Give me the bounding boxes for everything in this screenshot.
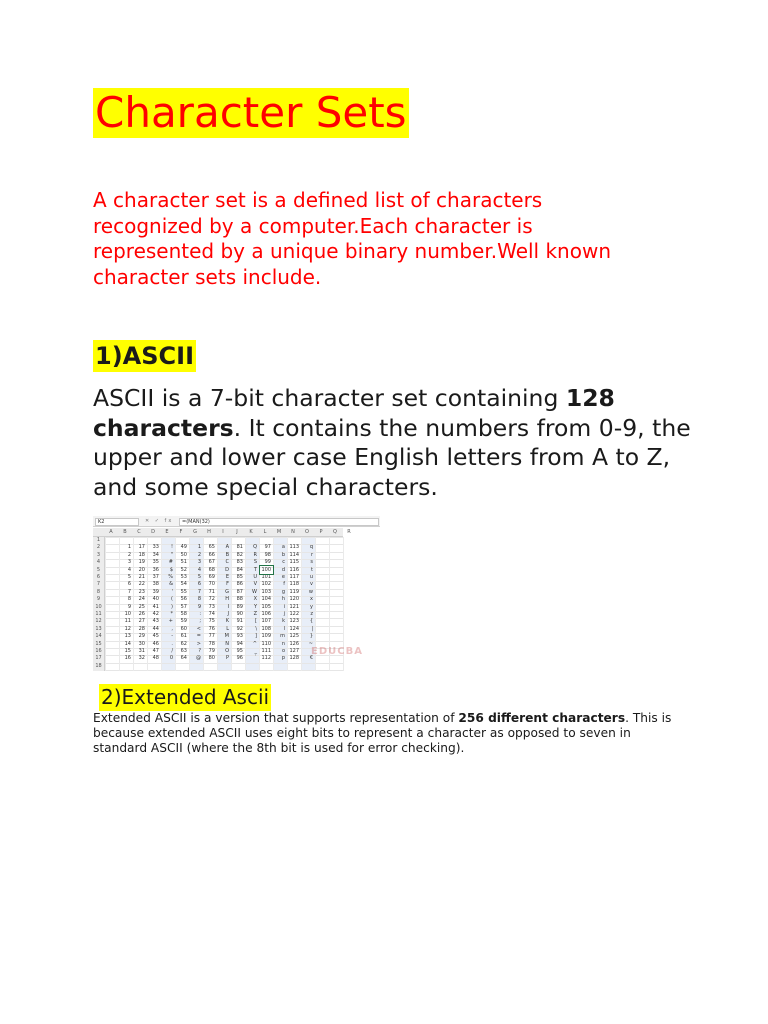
column-header-h: H — [207, 529, 211, 535]
table-cell: ? — [198, 648, 201, 654]
table-cell: 59 — [180, 618, 187, 625]
table-cell: 49 — [180, 544, 187, 551]
table-cell: 94 — [236, 640, 243, 647]
table-cell: P — [225, 655, 229, 662]
table-cell: 10 — [124, 611, 131, 617]
table-cell: I — [227, 603, 229, 610]
table-cell: 13 — [124, 633, 131, 640]
extended-text-after: . This is because extended ASCII uses eight bits to represent a character as opposed to seven in standard ASCII (where the 8th bit is used for error checking). — [93, 711, 672, 755]
table-cell: 50 — [180, 551, 187, 558]
table-cell: 8 — [127, 596, 131, 603]
table-cell: 128 — [289, 655, 299, 662]
table-cell: @ — [196, 655, 201, 662]
table-cell: u — [309, 574, 313, 580]
table-cell: 20 — [138, 566, 145, 573]
table-cell: 112 — [261, 655, 271, 662]
table-cell: ( — [171, 596, 173, 603]
table-cell: 81 — [236, 544, 243, 551]
table-cell: 67 — [208, 559, 215, 566]
table-cell: x — [310, 596, 313, 603]
table-cell: X — [253, 596, 257, 603]
table-cell: | — [311, 625, 313, 632]
table-cell: 43 — [152, 618, 159, 625]
extended-ascii-paragraph — [93, 711, 673, 756]
name-box: K2 — [95, 518, 139, 526]
table-cell: 125 — [289, 633, 299, 640]
table-cell: B — [225, 551, 229, 558]
table-cell: f — [283, 581, 285, 588]
table-cell: 57 — [180, 603, 187, 610]
table-cell: 90 — [236, 611, 243, 617]
table-cell: 31 — [138, 648, 145, 654]
grid-row-line — [105, 670, 343, 671]
table-cell: 78 — [208, 640, 215, 647]
table-cell: . — [171, 640, 173, 647]
column-header-f: F — [179, 529, 183, 535]
table-cell: v — [310, 581, 313, 588]
table-cell: S — [253, 559, 257, 566]
table-cell: 16 — [124, 655, 131, 662]
table-cell: Q — [253, 544, 257, 551]
table-cell: 4 — [127, 566, 131, 573]
table-cell: 80 — [208, 655, 215, 662]
table-cell: 22 — [138, 581, 145, 588]
table-cell: c — [282, 559, 285, 566]
table-cell: 24 — [138, 596, 145, 603]
table-cell: 82 — [236, 551, 243, 558]
table-cell: J — [227, 611, 229, 617]
table-cell: 62 — [180, 640, 187, 647]
row-number: 18 — [95, 662, 102, 669]
table-cell: 66 — [208, 551, 215, 558]
table-cell: # — [168, 559, 173, 566]
table-cell: U — [253, 574, 257, 580]
table-cell: { — [309, 618, 313, 625]
table-cell: 86 — [236, 581, 243, 588]
table-cell: * — [170, 611, 173, 617]
table-cell: 103 — [261, 588, 271, 595]
table-cell: L — [226, 625, 229, 632]
table-cell: ` — [254, 655, 257, 662]
table-cell: F — [226, 581, 229, 588]
table-cell: d — [281, 566, 285, 573]
table-cell: 77 — [208, 633, 215, 640]
column-header-b: B — [123, 529, 127, 535]
table-cell: 44 — [152, 625, 159, 632]
table-cell: 100 — [261, 566, 271, 573]
ascii-paragraph — [93, 384, 693, 502]
table-cell: i — [283, 603, 285, 610]
extended-ascii-heading: 2)Extended Ascii — [101, 685, 270, 709]
table-cell: z — [310, 611, 313, 617]
table-cell: 110 — [261, 640, 271, 647]
table-cell: ! — [170, 544, 173, 551]
table-cell: 26 — [138, 611, 145, 617]
table-cell: 111 — [261, 648, 271, 654]
table-cell: m — [280, 633, 285, 640]
ascii-text-after: . It contains the numbers from 0-9, the upper and lower case English letters from A to Z, and some special characters. — [93, 413, 691, 501]
table-cell: 113 — [289, 544, 299, 551]
table-cell: n — [281, 640, 285, 647]
table-cell: 70 — [208, 581, 215, 588]
table-cell: 47 — [152, 648, 159, 654]
table-cell: , — [171, 625, 173, 632]
grid-row-line — [105, 537, 343, 538]
table-cell: N — [225, 640, 229, 647]
table-cell: 64 — [180, 655, 187, 662]
table-cell: 91 — [236, 618, 243, 625]
table-cell: 41 — [152, 603, 159, 610]
table-cell: 69 — [208, 574, 215, 580]
table-cell: 23 — [138, 588, 145, 595]
column-header-j: J — [236, 529, 238, 535]
table-cell: 68 — [208, 566, 215, 573]
table-cell: 4 — [197, 566, 201, 573]
row-number: 13 — [95, 625, 102, 632]
row-numbers — [93, 537, 105, 671]
table-cell: 117 — [289, 574, 299, 580]
table-cell: s — [310, 559, 313, 566]
table-cell: r — [310, 551, 313, 558]
watermark-logo: EDUCBA — [311, 646, 363, 657]
table-cell: 18 — [138, 551, 145, 558]
table-cell: 45 — [152, 633, 159, 640]
table-cell: 105 — [261, 603, 271, 610]
table-cell: 7 — [127, 588, 131, 595]
row-number: 17 — [95, 655, 102, 662]
table-cell: 25 — [138, 603, 145, 610]
table-cell: 116 — [289, 566, 299, 573]
table-cell: 3 — [127, 559, 131, 566]
row-number: 15 — [95, 640, 102, 647]
table-cell: ~ — [308, 640, 313, 647]
table-cell: t — [311, 566, 313, 573]
table-cell: & — [169, 581, 173, 588]
table-cell: 35 — [152, 559, 159, 566]
table-cell: : — [199, 611, 201, 617]
table-cell: O — [225, 648, 229, 654]
intro-paragraph: A character set is a defined list of characters recognized by a computer.Each character is represented by a unique binary number.Well known character sets include. — [93, 188, 611, 289]
table-cell: R — [253, 551, 257, 558]
column-header-o: O — [305, 529, 309, 535]
table-cell: 104 — [261, 596, 271, 603]
table-cell: ^ — [252, 640, 257, 647]
formula-bar — [93, 516, 380, 527]
table-cell: 33 — [152, 544, 159, 551]
table-cell: 63 — [180, 648, 187, 654]
table-cell: $ — [169, 566, 173, 573]
table-cell: 34 — [152, 551, 159, 558]
table-cell: 21 — [138, 574, 145, 580]
table-cell: 60 — [180, 625, 187, 632]
table-cell: A — [225, 544, 229, 551]
table-cell: - — [171, 633, 173, 640]
table-cell: / — [171, 648, 173, 654]
table-cell: M — [224, 633, 229, 640]
table-cell: 98 — [264, 551, 271, 558]
table-cell: 52 — [180, 566, 187, 573]
table-cell: 37 — [152, 574, 159, 580]
table-cell: 96 — [236, 655, 243, 662]
table-cell: 32 — [138, 655, 145, 662]
table-cell: j — [283, 611, 285, 617]
table-cell: 46 — [152, 640, 159, 647]
table-cell: 55 — [180, 588, 187, 595]
table-cell: 30 — [138, 640, 145, 647]
table-cell: 75 — [208, 618, 215, 625]
table-cell: € — [309, 655, 313, 662]
ascii-text-before: ASCII is a 7-bit character set containing — [93, 384, 566, 412]
table-cell: < — [196, 625, 201, 632]
table-cell: 1 — [127, 544, 131, 551]
table-cell: 73 — [208, 603, 215, 610]
table-cell: D — [225, 566, 229, 573]
table-cell: y — [310, 603, 313, 610]
table-cell: = — [196, 633, 201, 640]
row-number: 10 — [95, 603, 102, 610]
table-cell: o — [281, 648, 285, 654]
table-cell: 40 — [152, 596, 159, 603]
table-cell: h — [281, 596, 285, 603]
table-cell: w — [308, 588, 313, 595]
table-cell: \ — [255, 625, 257, 632]
table-cell: 99 — [264, 559, 271, 566]
table-cell: 101 — [261, 574, 271, 580]
table-cell: % — [168, 574, 173, 580]
table-cell: 102 — [261, 581, 271, 588]
table-cell: 12 — [124, 625, 131, 632]
table-cell: 89 — [236, 603, 243, 610]
row-number: 7 — [96, 581, 101, 588]
row-number: 14 — [95, 633, 102, 640]
table-cell: g — [281, 588, 285, 595]
fx-icon: ✕ ✓ fx — [145, 518, 174, 524]
table-cell: 14 — [124, 640, 131, 647]
table-cell: 84 — [236, 566, 243, 573]
table-cell: 108 — [261, 625, 271, 632]
table-cell: 72 — [208, 596, 215, 603]
extended-bold-count: 256 different characters — [458, 711, 626, 725]
table-cell: 1 — [197, 544, 201, 551]
table-cell: 95 — [236, 648, 243, 654]
table-cell: 114 — [289, 551, 299, 558]
table-cell: 56 — [180, 596, 187, 603]
table-cell: 58 — [180, 611, 187, 617]
table-cell: ] — [255, 633, 257, 640]
table-cell: 11 — [124, 618, 131, 625]
column-header-n: N — [291, 529, 295, 535]
table-cell: 9 — [197, 603, 201, 610]
table-cell: 115 — [289, 559, 299, 566]
table-cell: H — [225, 596, 229, 603]
table-cell: 48 — [152, 655, 159, 662]
table-cell: 93 — [236, 633, 243, 640]
table-cell: ' — [171, 588, 173, 595]
table-cell: p — [281, 655, 285, 662]
table-cell: 124 — [289, 625, 299, 632]
table-cell: 2 — [197, 551, 201, 558]
table-cell: 127 — [289, 648, 299, 654]
column-header-a: A — [109, 529, 113, 535]
table-cell: 36 — [152, 566, 159, 573]
table-cell: V — [253, 581, 257, 588]
table-cell: 28 — [138, 625, 145, 632]
table-cell: 5 — [197, 574, 201, 580]
table-cell: a — [281, 544, 285, 551]
table-cell: 6 — [197, 581, 201, 588]
column-header-g: G — [193, 529, 197, 535]
table-cell: W — [252, 588, 257, 595]
table-cell: 97 — [264, 544, 271, 551]
table-cell: 83 — [236, 559, 243, 566]
column-header-q: Q — [333, 529, 337, 535]
row-number: 2 — [96, 544, 101, 551]
column-header-c: C — [137, 529, 141, 535]
selected-cell — [259, 565, 274, 575]
table-cell: 71 — [208, 588, 215, 595]
table-cell: 6 — [127, 581, 131, 588]
table-cell: 39 — [152, 588, 159, 595]
table-cell: 3 — [197, 559, 201, 566]
table-cell: 74 — [208, 611, 215, 617]
grid-col-line — [105, 537, 106, 671]
ascii-heading: 1)ASCII — [95, 342, 194, 370]
table-cell: ) — [171, 603, 173, 610]
row-number: 16 — [95, 648, 102, 654]
formula-input: =(MAN(32) — [179, 518, 379, 526]
table-cell: 120 — [289, 596, 299, 603]
table-cell: Z — [253, 611, 257, 617]
row-number: 4 — [96, 559, 101, 566]
column-header-d: D — [151, 529, 155, 535]
table-cell: 76 — [208, 625, 215, 632]
column-headers — [93, 528, 351, 537]
row-number: 1 — [96, 537, 101, 543]
column-header-i: I — [222, 529, 224, 535]
table-cell: 29 — [138, 633, 145, 640]
table-cell: 5 — [127, 574, 131, 580]
table-cell: > — [196, 640, 201, 647]
table-cell: 27 — [138, 618, 145, 625]
table-cell: 15 — [124, 648, 131, 654]
table-cell: 42 — [152, 611, 159, 617]
table-cell: 106 — [261, 611, 271, 617]
table-cell: 107 — [261, 618, 271, 625]
table-cell: _ — [254, 648, 257, 654]
table-cell: 126 — [289, 640, 299, 647]
row-number: 12 — [95, 618, 102, 625]
table-cell: 0 — [169, 655, 173, 662]
column-header-r: R — [347, 529, 351, 535]
table-cell: E — [225, 574, 229, 580]
column-header-p: P — [319, 529, 323, 535]
table-cell: k — [282, 618, 285, 625]
table-cell: 122 — [289, 611, 299, 617]
table-cell: " — [170, 551, 173, 558]
grid-row-line — [105, 663, 343, 664]
table-cell: } — [309, 633, 313, 640]
extended-text-before: Extended ASCII is a version that supports representation of — [93, 711, 459, 725]
table-cell: [ — [255, 618, 257, 625]
table-cell: T — [253, 566, 257, 573]
table-cell: 2 — [127, 551, 131, 558]
table-cell: 17 — [138, 544, 145, 551]
table-cell: 53 — [180, 574, 187, 580]
column-header-e: E — [165, 529, 169, 535]
table-cell: Y — [253, 603, 257, 610]
table-cell: C — [225, 559, 229, 566]
table-cell: 119 — [289, 588, 299, 595]
table-cell: b — [281, 551, 285, 558]
table-cell: 118 — [289, 581, 299, 588]
table-cell: 8 — [197, 596, 201, 603]
table-cell: 121 — [289, 603, 299, 610]
table-cell: 19 — [138, 559, 145, 566]
row-number: 6 — [96, 574, 101, 580]
column-header-k: K — [249, 529, 253, 535]
table-cell: G — [225, 588, 229, 595]
row-number: 9 — [96, 596, 101, 603]
table-cell: 65 — [208, 544, 215, 551]
table-cell: 54 — [180, 581, 187, 588]
table-cell: 85 — [236, 574, 243, 580]
table-cell: 92 — [236, 625, 243, 632]
table-cell: 61 — [180, 633, 187, 640]
table-cell: + — [168, 618, 173, 625]
ascii-spreadsheet-image — [93, 516, 380, 671]
cell-grid — [105, 537, 343, 671]
table-cell: 51 — [180, 559, 187, 566]
column-header-l: L — [263, 529, 267, 535]
table-cell: 7 — [197, 588, 201, 595]
page-title: Character Sets — [95, 88, 407, 137]
row-number: 5 — [96, 566, 101, 573]
ascii-bold-count: 128 characters — [93, 384, 615, 442]
table-cell: 79 — [208, 648, 215, 654]
table-cell: 38 — [152, 581, 159, 588]
table-cell: ; — [199, 618, 201, 625]
table-cell: 88 — [236, 596, 243, 603]
table-cell: 9 — [127, 603, 131, 610]
column-header-m: M — [276, 529, 282, 535]
table-cell: 87 — [236, 588, 243, 595]
table-cell: q — [309, 544, 313, 551]
table-cell: l — [283, 625, 285, 632]
table-cell: K — [225, 618, 229, 625]
row-number: 8 — [96, 588, 101, 595]
table-cell: e — [281, 574, 285, 580]
row-number: 11 — [95, 611, 102, 617]
table-cell: 123 — [289, 618, 299, 625]
table-cell: 109 — [261, 633, 271, 640]
row-number: 3 — [96, 551, 101, 558]
